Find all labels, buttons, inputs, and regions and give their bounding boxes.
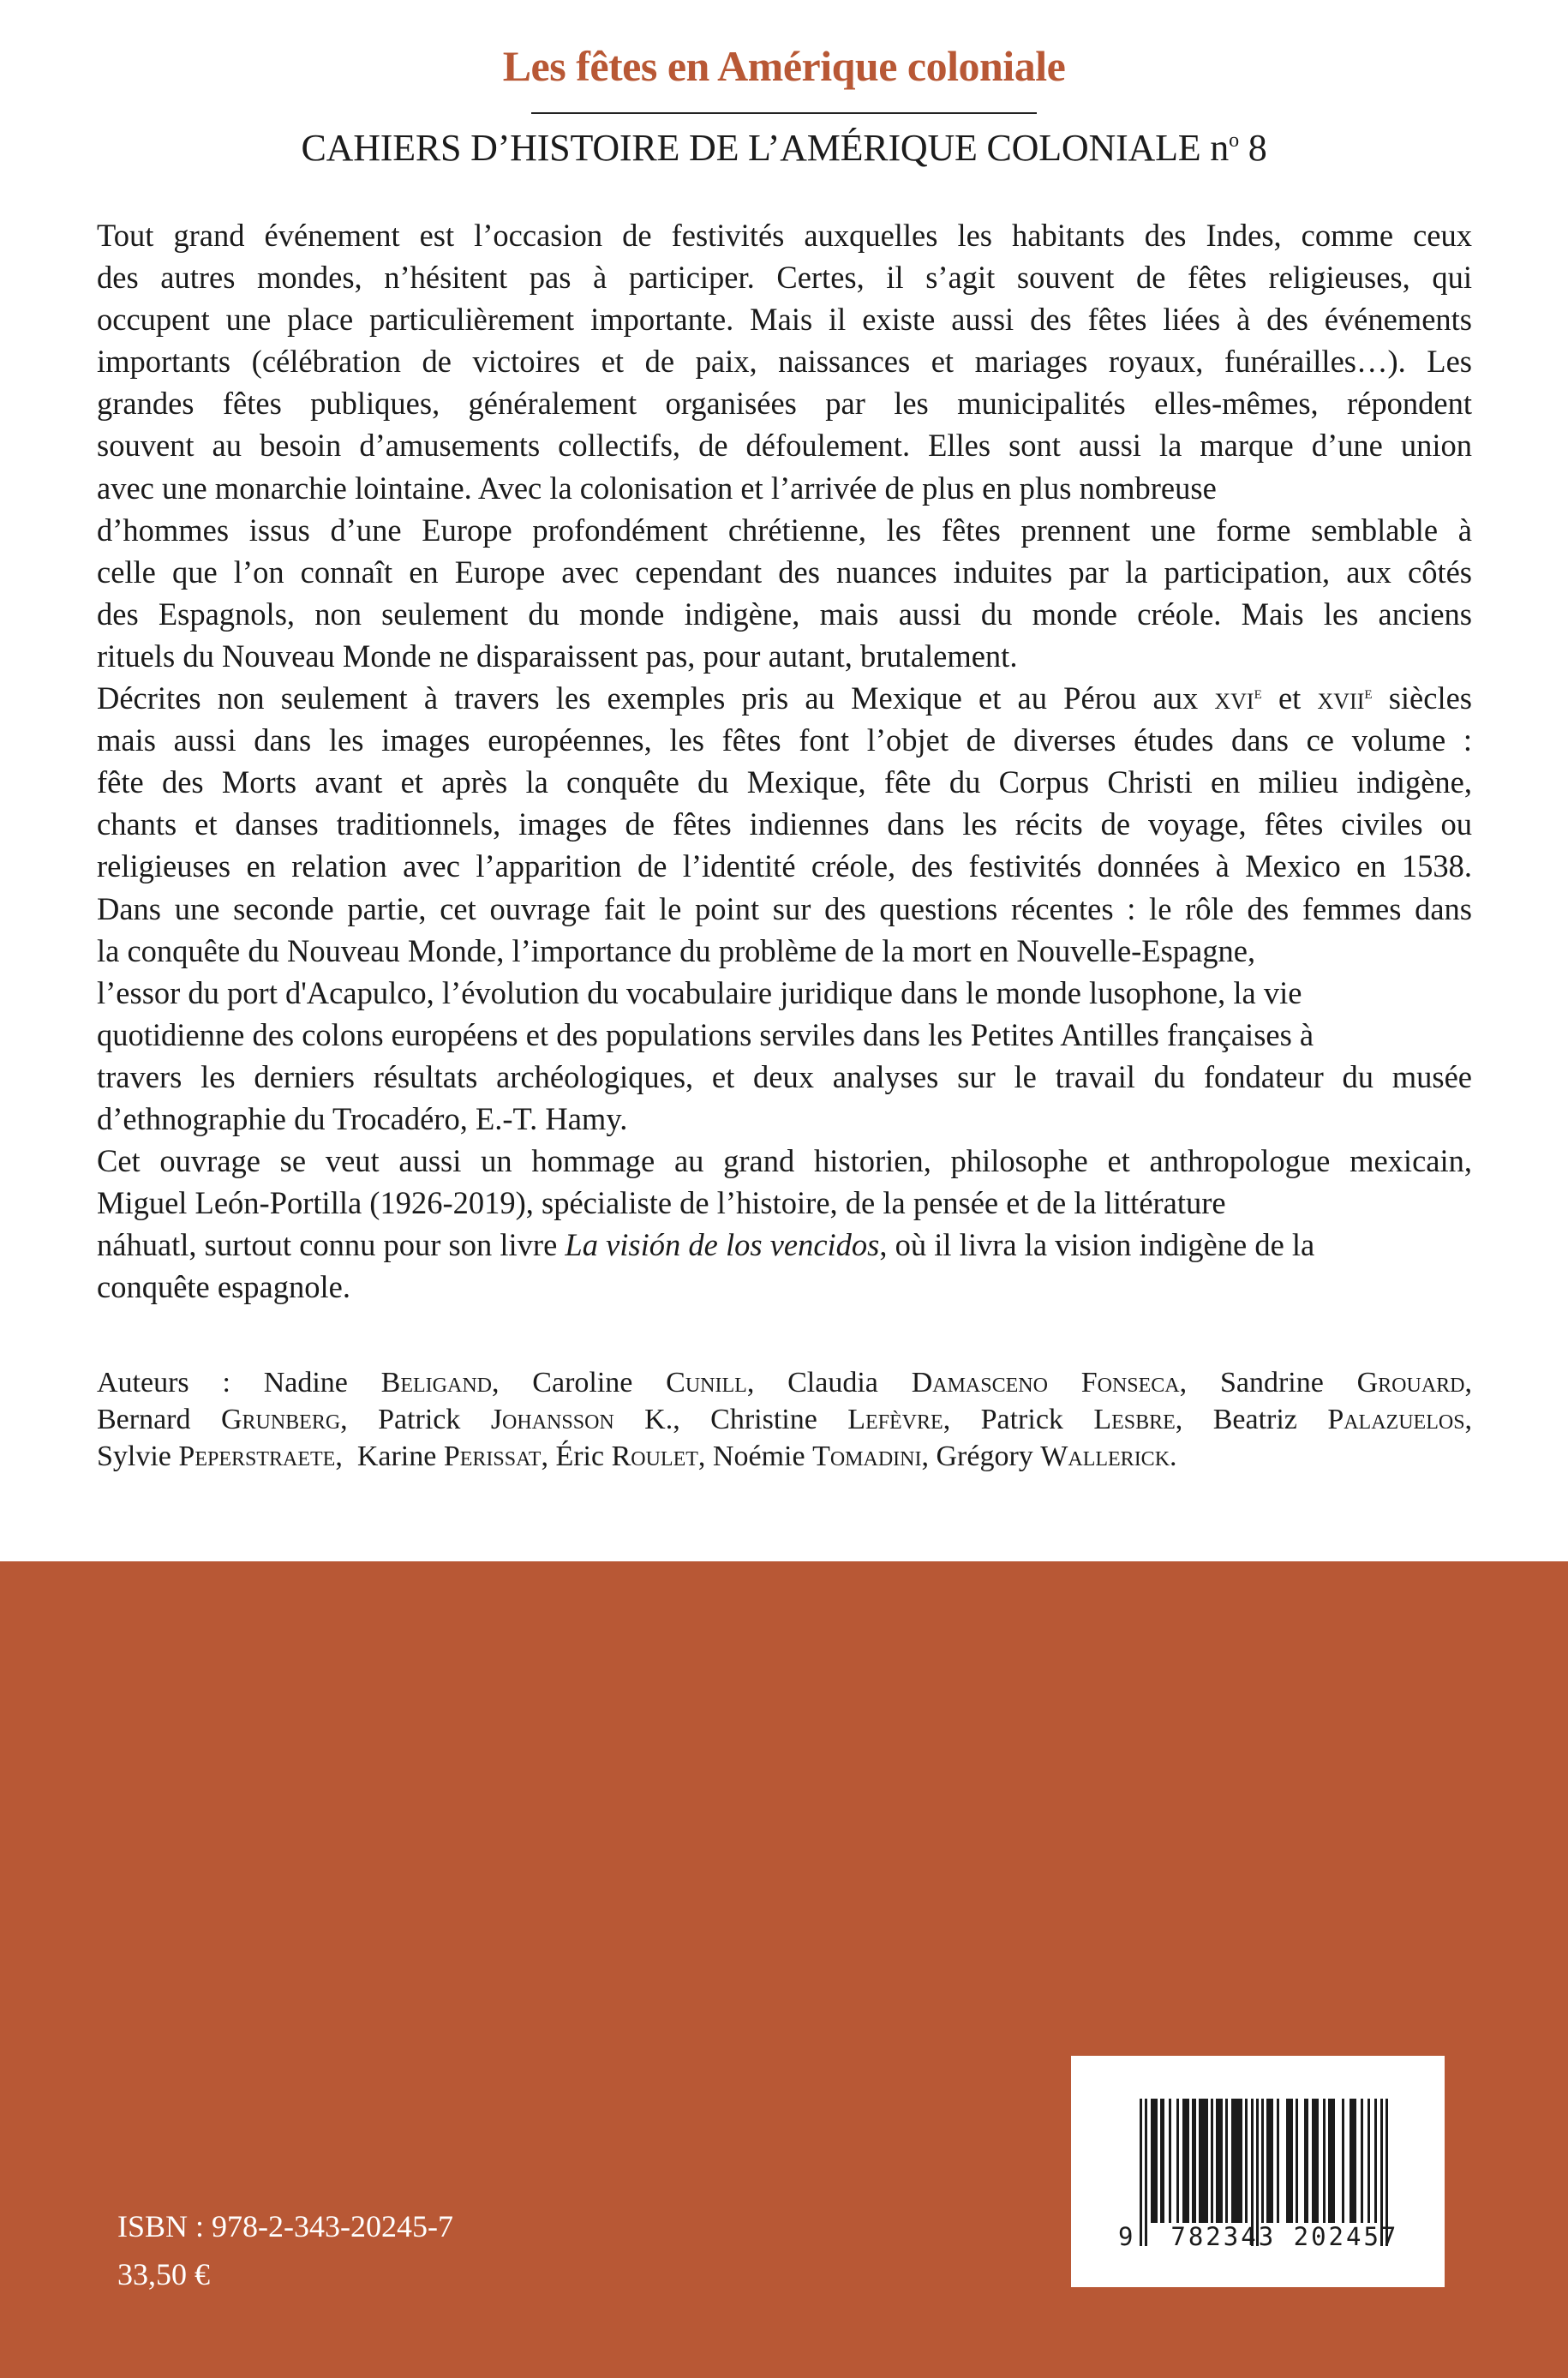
blurb-line: occupent une place particulièrement importante. Mais il existe aussi des fêtes liées à des événements — [97, 302, 1472, 338]
author: Claudia Damasceno Fonseca, — [787, 1367, 1220, 1399]
authors-line — [97, 1401, 1472, 1438]
series-name: CAHIERS D’HISTOIRE DE L’AMÉRIQUE COLONIALE n — [301, 127, 1230, 169]
price-text: 33,50 € — [117, 2257, 210, 2291]
series-number-sup: o — [1229, 129, 1239, 152]
barcode-digit-first: 9 — [1118, 2222, 1136, 2251]
blurb-line: Miguel León-Portilla (1926-2019), spécialiste de l’histoire, de la pensée et de la littérature — [97, 1185, 1226, 1221]
series-number: 8 — [1238, 127, 1267, 169]
blurb-line: Tout grand événement est l’occasion de festivités auxquelles les habitants des Indes, comme ceux — [97, 218, 1472, 253]
barcode-digits-right: 202457 — [1293, 2222, 1399, 2251]
blurb-line: celle que l’on connaît en Europe avec cependant des nuances induites par la participation, aux côtés — [97, 554, 1472, 590]
author: Patrick Lesbre, — [980, 1404, 1213, 1435]
author: Bernard Grunberg, — [97, 1404, 379, 1435]
blurb-line: avec une monarchie lointaine. Avec la colonisation et l’arrivée de plus en plus nombreuse — [97, 470, 1217, 506]
author: Éric Roulet, — [555, 1441, 713, 1472]
blurb-line: mais aussi dans les images européennes, les fêtes font l’objet de diverses études dans ce volume : — [97, 722, 1472, 758]
blurb-line: travers les derniers résultats archéologiques, et deux analyses sur le travail du fondateur du musée — [97, 1058, 1472, 1094]
series-title — [0, 129, 1568, 167]
century-sup: e — [1254, 681, 1262, 704]
blurb-text: et — [1261, 680, 1318, 716]
blurb-line — [97, 1224, 1472, 1266]
author: Christine Lefèvre, — [710, 1404, 981, 1435]
book-title: Les fêtes en Amérique coloniale — [502, 42, 1066, 90]
century-numeral — [1317, 680, 1372, 716]
author: Beatriz Palazuelos, — [1212, 1404, 1473, 1435]
author: Sylvie Peperstraete, — [97, 1441, 357, 1472]
century-text: xvii — [1317, 680, 1365, 716]
century-text: xvi — [1214, 680, 1254, 716]
author: Caroline Cunill, — [532, 1367, 788, 1399]
title-divider — [531, 112, 1037, 114]
authors-label: Auteurs : — [97, 1367, 264, 1399]
author: Karine Perissat, — [356, 1441, 556, 1472]
author: Sandrine Grouard, — [1219, 1367, 1473, 1399]
authors-line — [97, 1364, 1472, 1401]
blurb-line: grandes fêtes publiques, généralement organisées par les municipalités elles-mêmes, répondent — [97, 386, 1472, 422]
blurb-line: religieuses en relation avec l’apparition de l’identité créole, des festivités données à Mexico en 1538. — [97, 848, 1472, 884]
blurb-line: quotidienne des colons européens et des populations serviles dans les Petites Antilles françaises à — [97, 1016, 1314, 1052]
barcode-panel — [1071, 2056, 1445, 2287]
blurb-line: rituels du Nouveau Monde ne disparaissent pas, pour autant, brutalement. — [97, 638, 1018, 674]
blurb-line: chants et danses traditionnels, images de fêtes indiennes dans les récits de voyage, fêtes civiles ou — [97, 806, 1472, 842]
blurb-line: fête des Morts avant et après la conquête du Mexique, fête du Corpus Christi en milieu indigène, — [97, 764, 1472, 800]
blurb-line: souvent au besoin d’amusements collectifs, de défoulement. Elles sont aussi la marque d’une union — [97, 428, 1472, 464]
barcode-digits-left: 782343 — [1170, 2222, 1277, 2251]
authors-list — [97, 1364, 1472, 1475]
blurb-line: Cet ouvrage se veut aussi un hommage au grand historien, philosophe et anthropologue mexicain, — [97, 1143, 1472, 1179]
blurb-text: náhuatl, surtout connu pour son livre — [97, 1227, 566, 1263]
blurb-text: siècles — [1372, 680, 1473, 716]
author: Patrick Johansson K., — [378, 1404, 711, 1435]
author: Noémie Tomadini, — [712, 1441, 937, 1472]
author: Grégory Wallerick. — [936, 1441, 1177, 1472]
blurb-line: Dans une seconde partie, cet ouvrage fait le point sur des questions récentes : le rôle des femmes dans — [97, 890, 1472, 926]
blurb-text: Décrites non seulement à travers les exemples pris au Mexique et au Pérou aux — [97, 680, 1215, 716]
blurb-line: des autres mondes, n’hésitent pas à participer. Certes, il s’agit souvent de fêtes religieuses, qui — [97, 260, 1472, 296]
blurb-line: d’ethnographie du Trocadéro, E.-T. Hamy. — [97, 1100, 628, 1136]
book-title-italic: La visión de los vencidos — [565, 1227, 880, 1263]
blurb-line: conquête espagnole. — [97, 1269, 350, 1305]
blurb-line: importants (célébration de victoires et de paix, naissances et mariages royaux, funérailles…). Les — [97, 344, 1472, 380]
author: Nadine Beligand, — [263, 1367, 533, 1399]
isbn-text: ISBN : 978-2-343-20245-7 — [117, 2209, 453, 2243]
blurb-line: des Espagnols, non seulement du monde indigène, mais aussi du monde créole. Mais les anciens — [97, 596, 1472, 632]
blurb-line — [97, 677, 1472, 719]
barcode-icon — [1071, 2056, 1445, 2287]
blurb-line: d’hommes issus d’une Europe profondément chrétienne, les fêtes prennent une forme semblable à — [97, 512, 1472, 548]
authors-line — [97, 1438, 1472, 1475]
back-cover-blurb — [97, 214, 1472, 1308]
century-numeral — [1214, 680, 1261, 716]
blurb-line: l’essor du port d'Acapulco, l’évolution du vocabulaire juridique dans le monde lusophone, la vie — [97, 974, 1302, 1010]
barcode-digits — [1118, 2222, 1399, 2251]
blurb-line: la conquête du Nouveau Monde, l’importance du problème de la mort en Nouvelle-Espagne, — [97, 932, 1256, 968]
blurb-text: , où il livra la vision indigène de la — [879, 1227, 1315, 1263]
century-sup: e — [1364, 681, 1373, 704]
